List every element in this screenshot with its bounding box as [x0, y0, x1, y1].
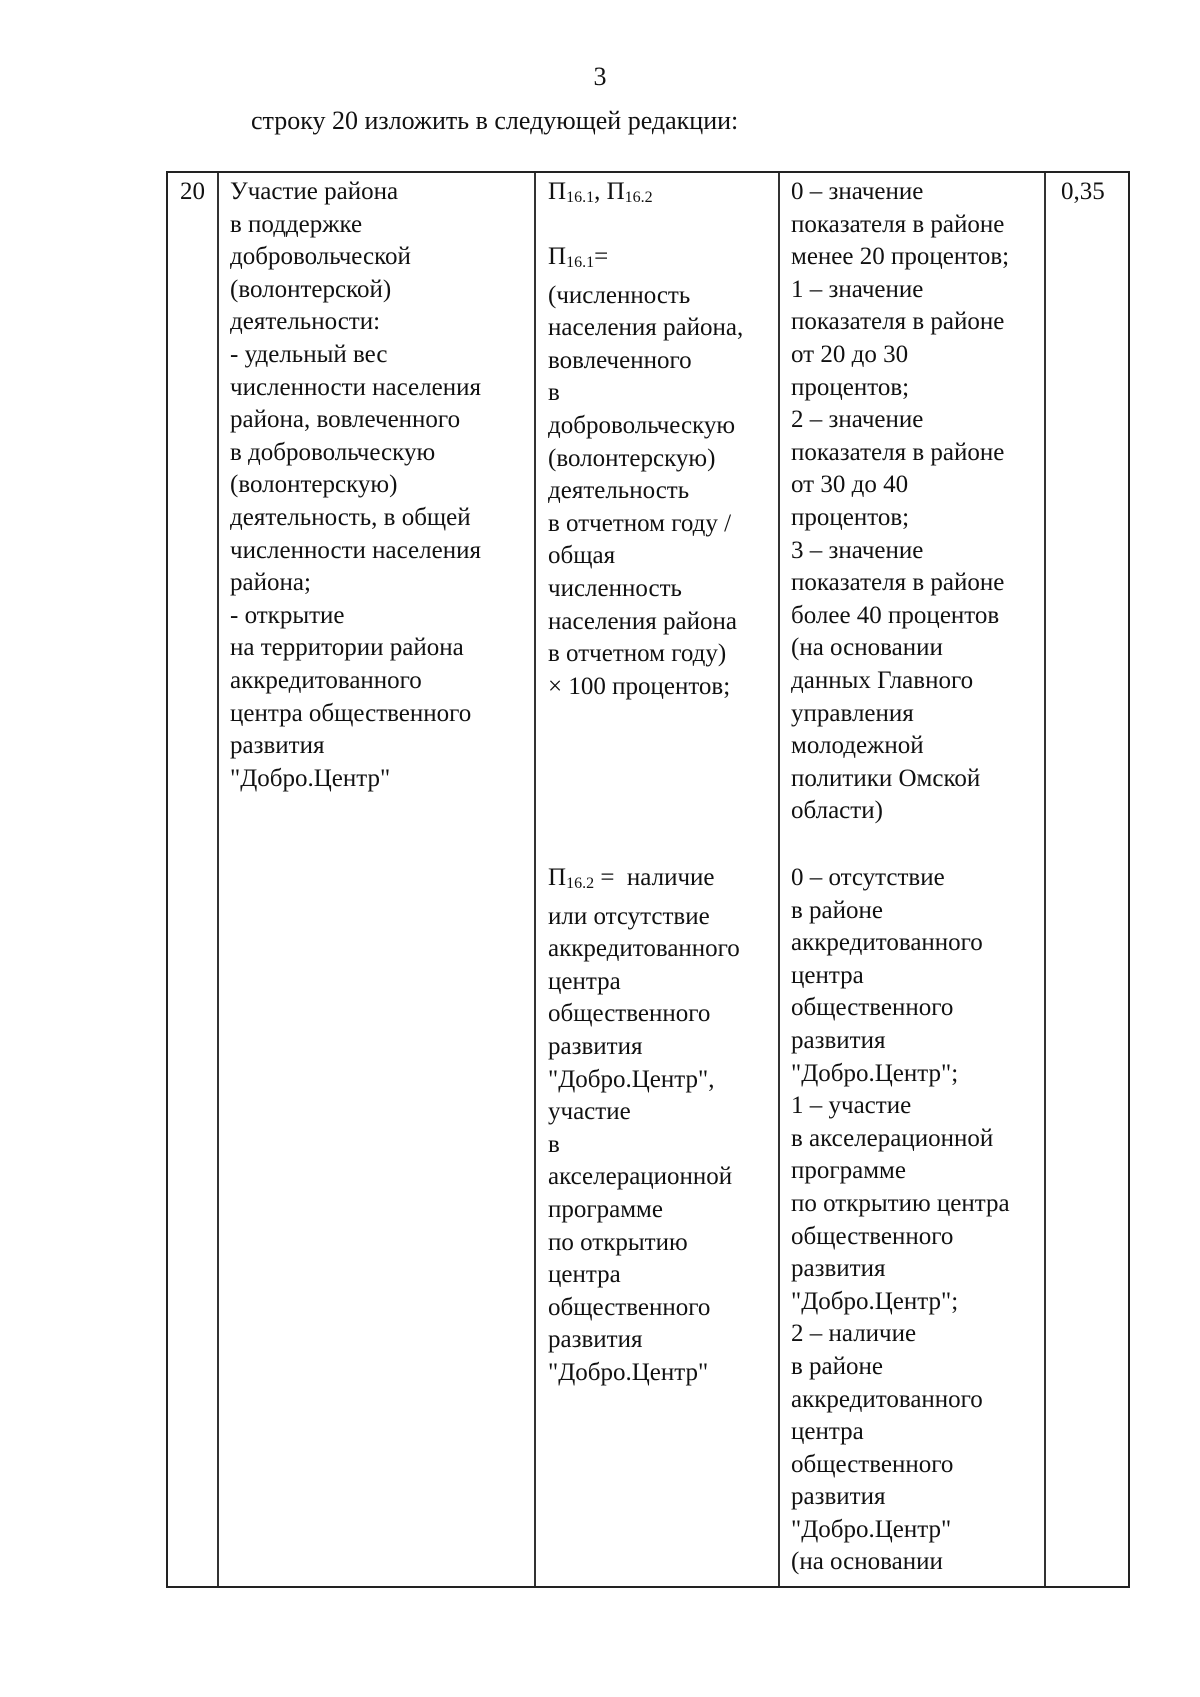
indicator-name-line: численности населения — [230, 536, 481, 564]
formula-2 — [548, 862, 740, 1390]
formula-1-line: × 100 процентов; — [548, 672, 731, 700]
formula-subscript: 16.2 — [624, 189, 653, 206]
formula-2-line: развития — [548, 1326, 643, 1354]
indicator-table — [166, 171, 1130, 1588]
indicator-name-line: численности населения — [230, 373, 481, 401]
scale-1 — [791, 176, 1009, 828]
scale-2 — [791, 862, 1010, 1579]
formula-equals: = наличие — [594, 864, 715, 891]
formula-1-line: добровольческую — [548, 411, 736, 439]
indicator-name-line: - открытие — [230, 601, 345, 629]
scale-1-line: более 40 процентов — [791, 601, 1000, 629]
indicator-name-line: добровольческой — [230, 243, 411, 271]
formula-subscript: 16.1 — [566, 254, 595, 271]
indicator-name-line: (волонтерскую) — [230, 471, 398, 499]
scale-1-line: управления — [791, 699, 914, 727]
formula-1-line: вовлеченного — [548, 346, 692, 374]
indicator-name-line: "Добро.Центр" — [230, 764, 391, 792]
formula-2-line: акселерационной — [548, 1163, 733, 1191]
column-divider — [217, 173, 219, 1586]
scale-1-line: показателя в районе — [791, 308, 1005, 336]
formula-2-line: участие — [548, 1098, 631, 1126]
scale-1-line: данных Главного — [791, 666, 974, 694]
formula-1-line: в отчетном году / — [548, 509, 732, 537]
scale-2-line: (на основании — [791, 1548, 943, 1576]
scale-2-line: программе — [791, 1157, 906, 1185]
scale-1-line: процентов; — [791, 503, 910, 531]
formula-1 — [548, 241, 743, 703]
formula-2-line: развития — [548, 1032, 643, 1060]
formula-2-line: или отсутствие — [548, 902, 710, 930]
indicator-name-line: деятельности: — [230, 308, 381, 336]
scale-1-line: показателя в районе — [791, 569, 1005, 597]
formula-1-line: (численность — [548, 281, 691, 309]
indicator-name-line: в добровольческую — [230, 438, 436, 466]
formula-2-line: "Добро.Центр", — [548, 1065, 715, 1093]
scale-2-line: развития — [791, 1255, 886, 1283]
scale-2-line: "Добро.Центр"; — [791, 1287, 959, 1315]
scale-2-line: в районе — [791, 1352, 884, 1380]
scale-1-line: показателя в районе — [791, 438, 1005, 466]
scale-1-line: показателя в районе — [791, 210, 1005, 238]
scale-1-line: 2 – значение — [791, 406, 924, 434]
scale-2-line: 2 – наличие — [791, 1320, 917, 1348]
formula-2-line: программе — [548, 1195, 663, 1223]
formula-1-line: населения района — [548, 607, 738, 635]
scale-2-line: в районе — [791, 896, 884, 924]
scale-2-line: развития — [791, 1483, 886, 1511]
scale-2-line: развития — [791, 1026, 886, 1054]
row-number: 20 — [180, 178, 205, 205]
scale-1-line: 1 – значение — [791, 275, 924, 303]
weight-value: 0,35 — [1061, 178, 1105, 205]
formula-1-line: численность — [548, 574, 682, 602]
scale-1-line: молодежной — [791, 732, 924, 760]
indicator-name-line: центра общественного — [230, 699, 472, 727]
page-number: 3 — [593, 62, 607, 91]
scale-2-line: "Добро.Центр"; — [791, 1059, 959, 1087]
scale-2-line: центра — [791, 961, 864, 989]
scale-1-line: процентов; — [791, 373, 910, 401]
formula-2-line: в — [548, 1130, 560, 1158]
scale-2-line: "Добро.Центр" — [791, 1515, 952, 1543]
intro-text: строку 20 изложить в следующей редакции: — [251, 106, 739, 135]
indicator-name — [230, 176, 481, 795]
formula-2-line: центра — [548, 1261, 621, 1289]
scale-2-line: 1 – участие — [791, 1092, 912, 1120]
scale-1-line: 3 – значение — [791, 536, 924, 564]
formula-1-line: деятельность — [548, 477, 690, 505]
formula-1-line: (волонтерскую) — [548, 444, 716, 472]
formula-equals: = — [594, 243, 609, 270]
indicator-name-line: района, вовлеченного — [230, 406, 461, 434]
formula-1-line: общая — [548, 542, 616, 570]
formula-separator: , П — [594, 178, 625, 205]
formula-symbol: П — [548, 178, 567, 205]
indicator-name-line: района; — [230, 569, 311, 597]
scale-2-line: общественного — [791, 994, 954, 1022]
scale-2-line: центра — [791, 1418, 864, 1446]
formula-subscript: 16.2 — [566, 875, 595, 892]
formula-header — [548, 176, 653, 215]
indicator-name-line: на территории района — [230, 634, 464, 662]
indicator-name-line: в поддержке — [230, 210, 363, 238]
formula-2-line: общественного — [548, 1000, 711, 1028]
formula-2-line: "Добро.Центр" — [548, 1358, 709, 1386]
scale-1-line: 0 – значение — [791, 178, 924, 205]
formula-2-line: общественного — [548, 1293, 711, 1321]
formula-2-line: по открытию — [548, 1228, 688, 1256]
formula-2-line: аккредитованного — [548, 935, 740, 963]
indicator-name-line: развития — [230, 732, 325, 760]
indicator-name-line: аккредитованного — [230, 666, 422, 694]
column-divider — [778, 173, 780, 1586]
formula-subscript: 16.1 — [566, 189, 595, 206]
indicator-name-line: деятельность, в общей — [230, 503, 471, 531]
formula-symbol: П — [548, 864, 567, 891]
scale-2-line: по открытию центра — [791, 1189, 1010, 1217]
scale-1-line: (на основании — [791, 634, 943, 662]
scale-2-line: аккредитованного — [791, 929, 983, 957]
formula-symbol: П — [548, 243, 567, 270]
scale-2-line: 0 – отсутствие — [791, 864, 945, 891]
formula-1-line: населения района, — [548, 314, 744, 342]
column-divider — [534, 173, 536, 1586]
formula-1-line: в — [548, 379, 560, 407]
scale-2-line: в акселерационной — [791, 1124, 994, 1152]
scale-1-line: менее 20 процентов; — [791, 243, 1010, 271]
scale-2-line: аккредитованного — [791, 1385, 983, 1413]
scale-1-line: области) — [791, 797, 883, 825]
scale-1-line: от 30 до 40 — [791, 471, 909, 499]
formula-2-line: центра — [548, 967, 621, 995]
column-divider — [1044, 173, 1046, 1586]
indicator-name-line: Участие района — [230, 178, 399, 205]
scale-2-line: общественного — [791, 1450, 954, 1478]
indicator-name-line: - удельный вес — [230, 340, 388, 368]
indicator-name-line: (волонтерской) — [230, 275, 392, 303]
scale-1-line: политики Омской — [791, 764, 981, 792]
scale-2-line: общественного — [791, 1222, 954, 1250]
formula-1-line: в отчетном году) — [548, 640, 727, 668]
scale-1-line: от 20 до 30 — [791, 340, 909, 368]
